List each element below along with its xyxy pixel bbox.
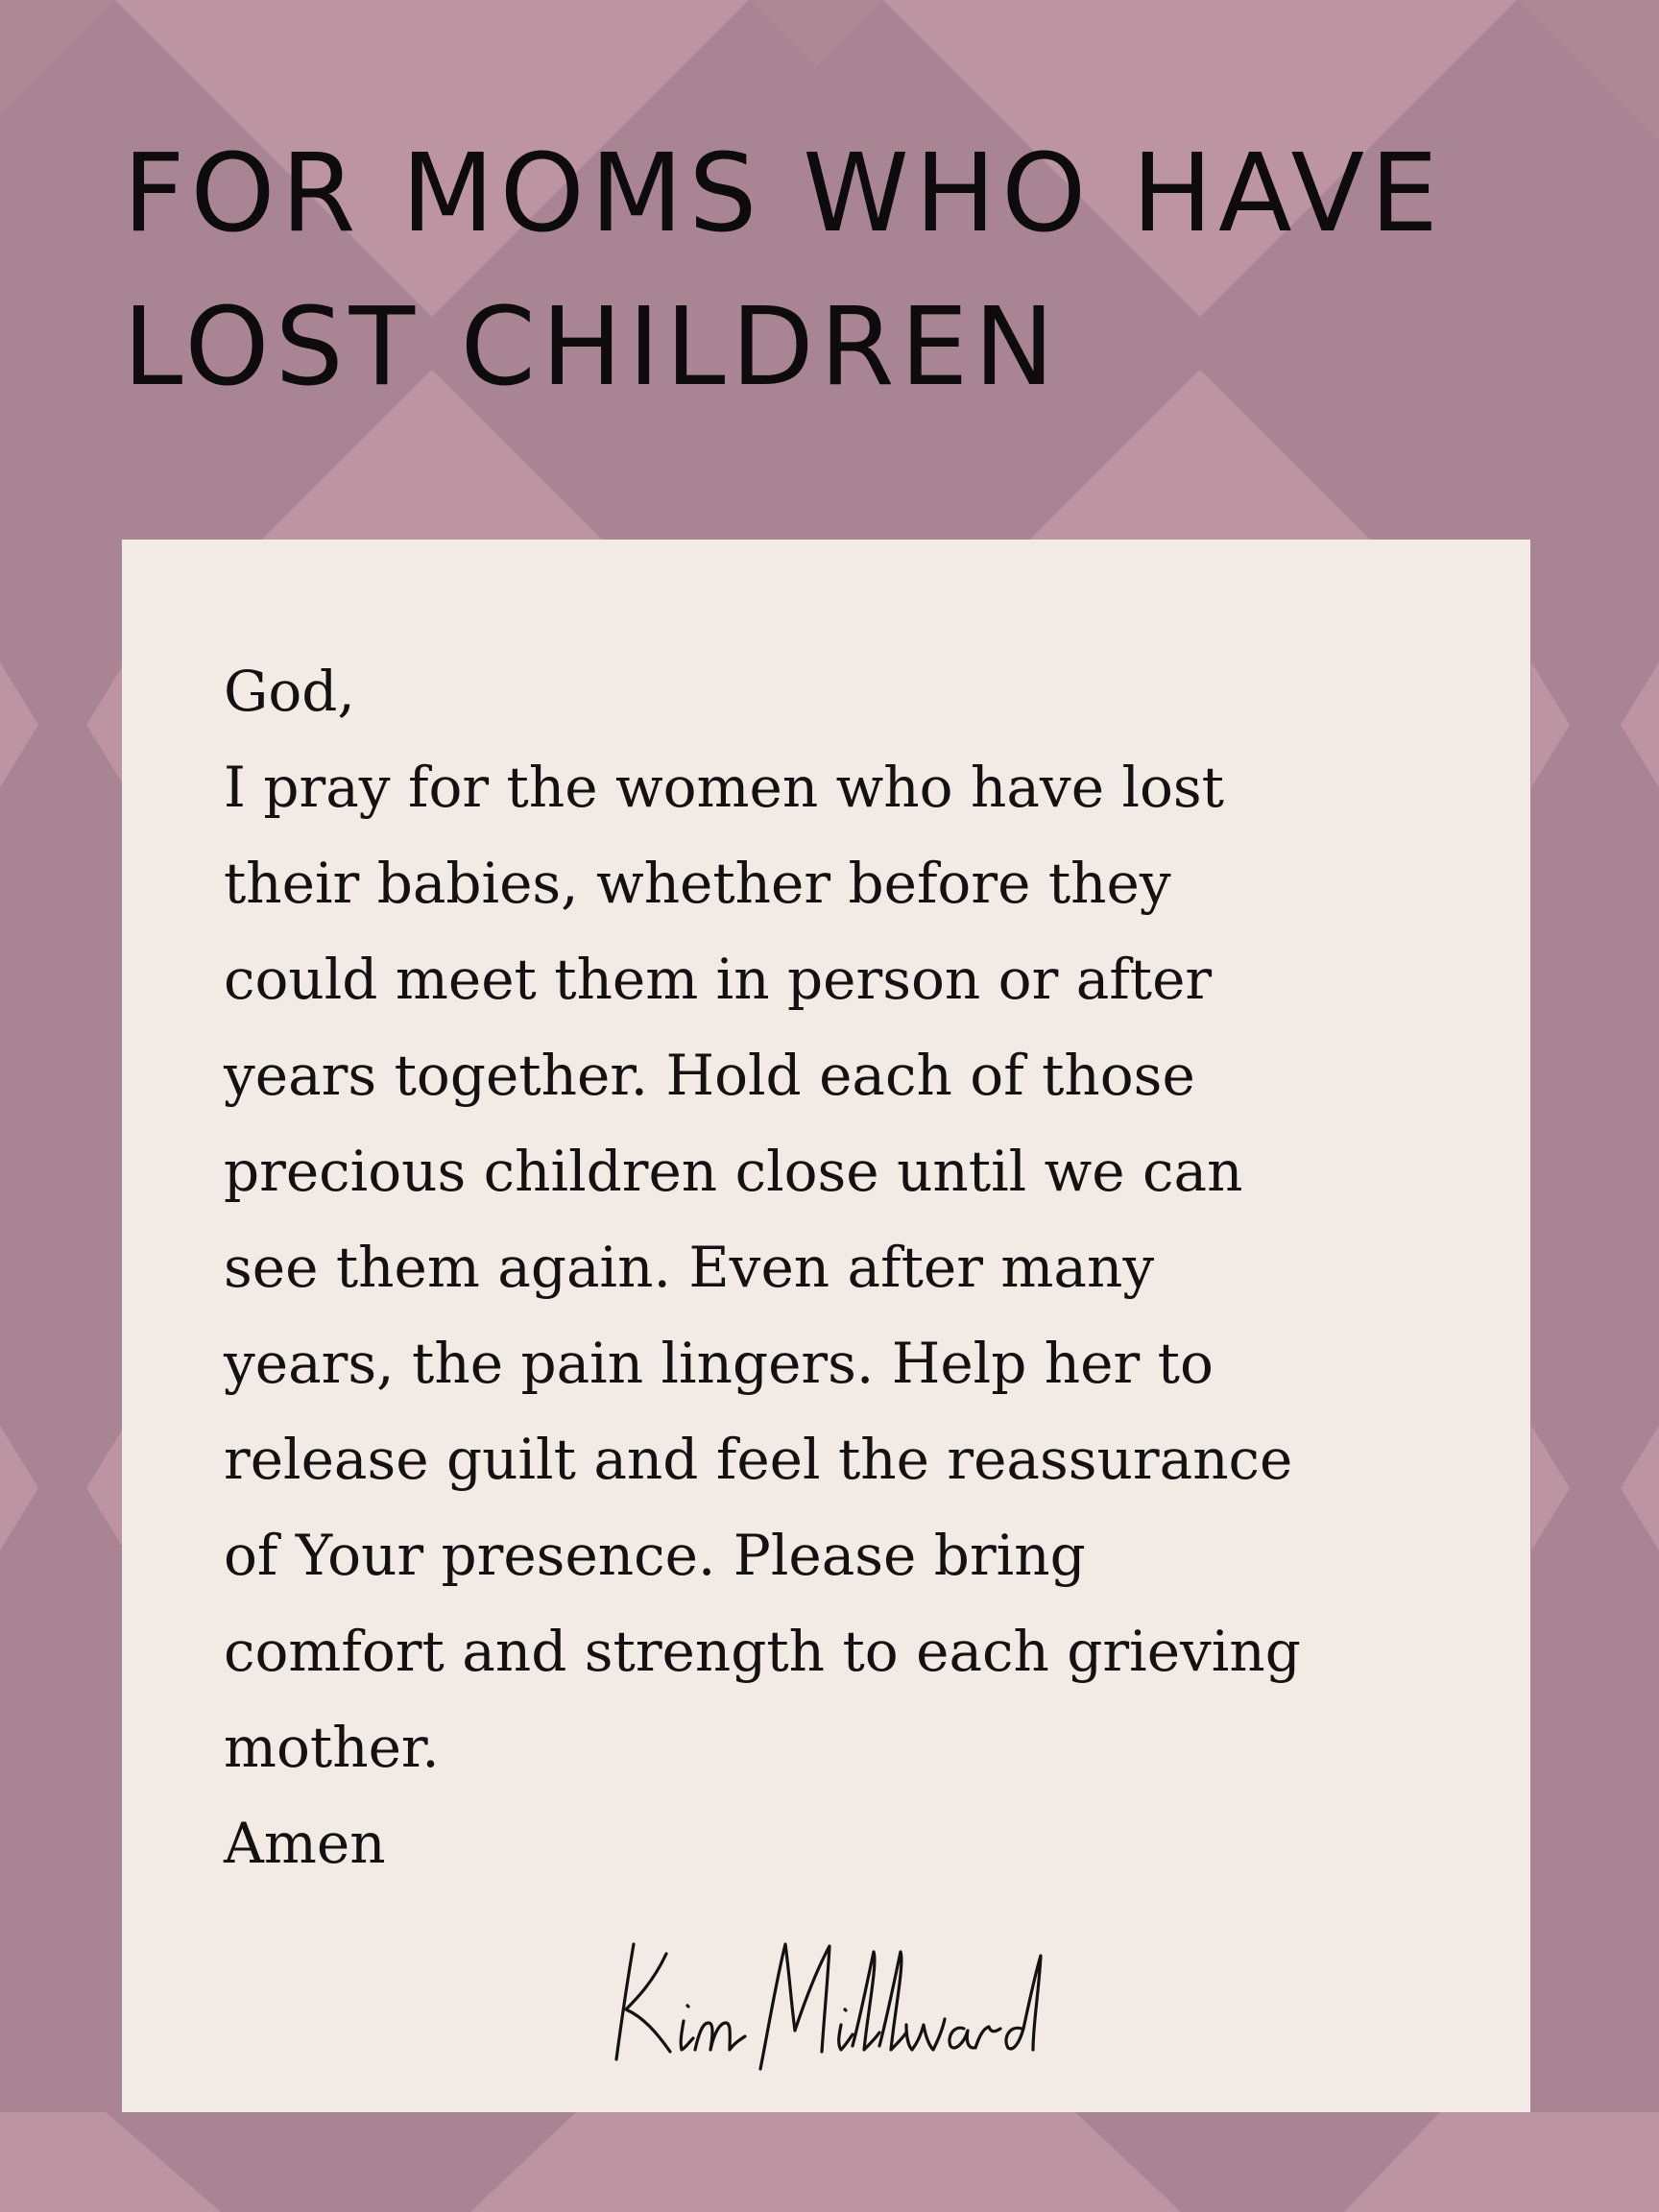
prayer-line: years together. Hold each of those: [224, 1043, 1195, 1108]
prayer-card: [122, 540, 1530, 2112]
prayer-line: their babies, whether before they: [224, 851, 1171, 916]
page-title: [123, 117, 1563, 424]
prayer-line: years, the pain lingers. Help her to: [224, 1331, 1214, 1396]
prayer-line: could meet them in person or after: [224, 947, 1213, 1012]
title-line-1: FOR MOMS WHO HAVE: [123, 132, 1444, 256]
prayer-line: precious children close until we can: [224, 1139, 1243, 1204]
prayer-line: of Your presence. Please bring: [224, 1523, 1086, 1588]
title-line-2: LOST CHILDREN: [123, 285, 1061, 410]
prayer-line: I pray for the women who have lost: [224, 755, 1224, 820]
prayer-salutation: God,: [224, 659, 355, 724]
prayer-text: [224, 643, 1510, 1891]
prayer-line: see them again. Even after many: [224, 1235, 1155, 1300]
prayer-line: mother.: [224, 1715, 440, 1780]
signature: [607, 1925, 1106, 2079]
prayer-closing: Amen: [224, 1811, 386, 1876]
prayer-line: release guilt and feel the reassurance: [224, 1427, 1293, 1492]
prayer-line: comfort and strength to each grieving: [224, 1619, 1301, 1684]
